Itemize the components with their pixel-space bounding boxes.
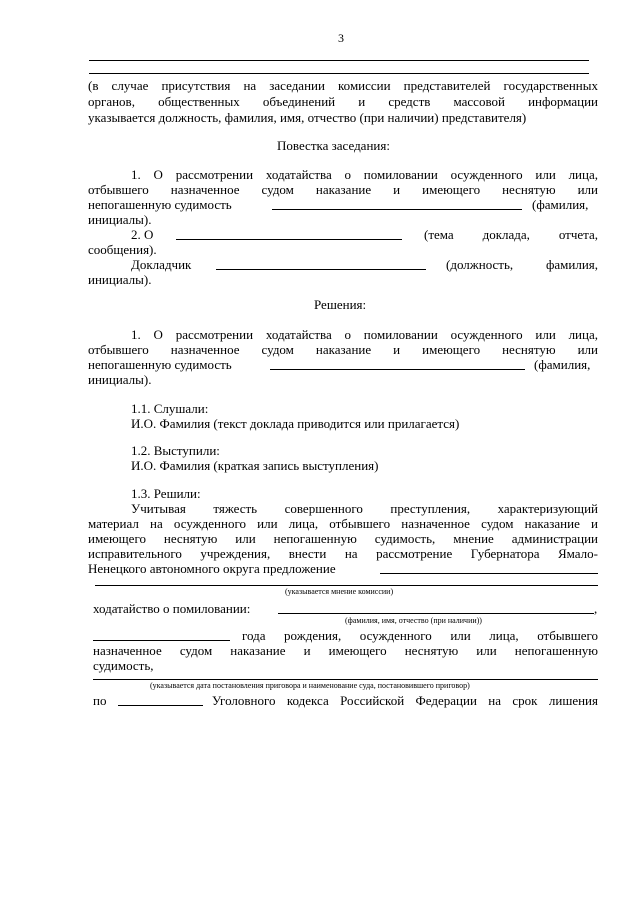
representatives-line-2: органов, общественных объединений и средств массовой информации [88,94,598,109]
petition-label: ходатайство о помиловании: [93,601,251,616]
reporter-label: Докладчик [131,257,192,272]
birth-line-1: года рождения, осужденного или лица, отбывшего [242,628,598,643]
decision-item-1-line-4: инициалы). [88,372,152,387]
blank-line [270,369,525,370]
agenda-item-1-line-2: отбывшего назначенное судом наказание и имеющего неснятую или [88,182,598,197]
blank-line [89,60,589,61]
blank-line [216,269,426,270]
decision-item-1-line-3-suffix: (фамилия, [534,357,591,372]
decided-line-2: материал на осужденного или лица, отбывшего назначенное судом наказание и [88,516,598,531]
decided-line-5: Ненецкого автономного округа предложение [88,561,336,576]
blank-line [176,239,402,240]
birth-line-2: назначенное судом наказание и имеющего неснятую или непогашенную [93,643,598,658]
blank-line [278,613,594,614]
blank-line [380,573,598,574]
agenda-item-1-line-3: непогашенную судимость [88,197,232,212]
representatives-line-1: (в случае присутствия на заседании комиссии представителей государственных [88,78,598,93]
agenda-item-2-suffix: (тема доклада, отчета, [424,227,598,242]
decisions-heading: Решения: [314,297,367,312]
heard-text: И.О. Фамилия (текст доклада приводится или прилагается) [131,416,460,431]
agenda-item-2: 2. О [131,227,154,242]
blank-line [89,73,589,74]
decided-line-3: имеющего неснятую или непогашенную судимость, мнение администрации [88,531,598,546]
blank-line [118,705,203,706]
note-commission: (указывается мнение комиссии) [285,587,394,596]
agenda-item-1-line-4: инициалы). [88,212,152,227]
decided-line-4: исправительного учреждения, внести на рассмотрение Губернатора Ямало- [88,546,598,561]
page-number: 3 [338,31,344,45]
reporter-line-2: инициалы). [88,272,152,287]
note-sentence: (указывается дата постановления приговора и наименование суда, постановившего приговор) [150,681,470,690]
blank-line [95,585,598,586]
decided-line-1: Учитывая тяжесть совершенного преступления, характеризующий [131,501,598,516]
decision-item-1-line-1: 1. О рассмотрении ходатайства о помиловании осужденного или лица, [131,327,598,342]
spoke-text: И.О. Фамилия (краткая запись выступления) [131,458,379,473]
code-label: по [93,693,107,708]
code-text: Уголовного кодекса Российской Федерации на срок лишения [212,693,598,708]
spoke-label: 1.2. Выступили: [131,443,220,458]
agenda-heading: Повестка заседания: [277,138,390,153]
heard-label: 1.1. Слушали: [131,401,209,416]
decision-item-1-line-3: непогашенную судимость [88,357,232,372]
agenda-item-1-line-3-suffix: (фамилия, [532,197,589,212]
decision-item-1-line-2: отбывшего назначенное судом наказание и имеющего неснятую или [88,342,598,357]
petition-comma: , [594,601,598,616]
agenda-item-1-line-1: 1. О рассмотрении ходатайства о помиловании осужденного или лица, [131,167,598,182]
reporter-suffix: (должность, фамилия, [446,257,598,272]
decided-label: 1.3. Решили: [131,486,201,501]
blank-line [93,640,230,641]
blank-line [93,679,598,680]
birth-line-3: судимость, [93,658,154,673]
blank-line [272,209,522,210]
representatives-line-3: указывается должность, фамилия, имя, отчество (при наличии) представителя) [88,110,527,125]
note-name: (фамилия, имя, отчество (при наличии)) [345,616,482,625]
agenda-item-2-line-2: сообщения). [88,242,157,257]
